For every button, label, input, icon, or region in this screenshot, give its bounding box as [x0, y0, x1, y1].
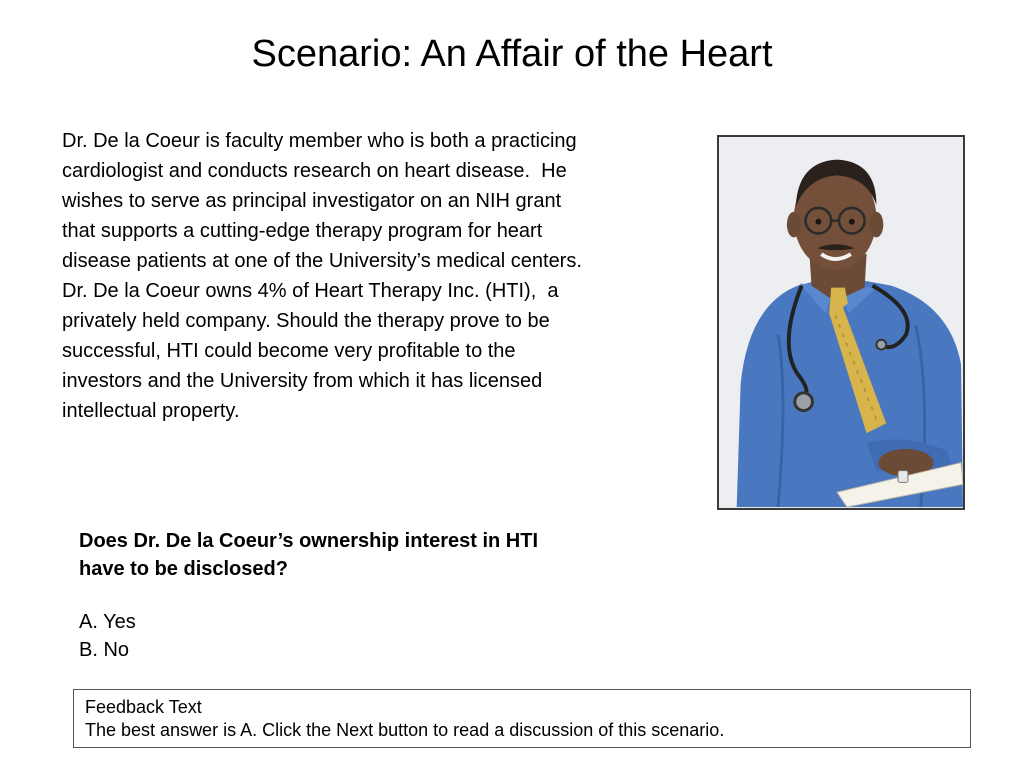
answer-options — [79, 608, 136, 664]
doctor-portrait-image — [717, 135, 965, 510]
scenario-line: intellectual property. — [62, 400, 240, 422]
scenario-line: that supports a cutting-edge therapy program for heart — [62, 220, 543, 242]
question-line: have to be disclosed? — [79, 558, 288, 580]
scenario-line: cardiologist and conducts research on heart disease. He — [62, 160, 567, 182]
scenario-line: Dr. De la Coeur owns 4% of Heart Therapy Inc. (HTI), a — [62, 280, 559, 302]
scenario-line: successful, HTI could become very profitable to the — [62, 340, 516, 362]
scenario-description — [62, 126, 662, 426]
question-line: Does Dr. De la Coeur’s ownership interest in HTI — [79, 530, 538, 552]
scenario-line: wishes to serve as principal investigator on an NIH grant — [62, 190, 562, 212]
scenario-line: privately held company. Should the therapy prove to be — [62, 310, 550, 332]
scenario-line: disease patients at one of the University’s medical centers. — [62, 250, 582, 272]
option-b-no[interactable]: B. No — [79, 639, 130, 661]
option-a-yes[interactable]: A. Yes — [79, 611, 136, 633]
feedback-body: The best answer is A. Click the Next button to read a discussion of this scenario. — [85, 720, 725, 740]
feedback-box — [73, 689, 971, 748]
question-prompt — [79, 527, 639, 583]
feedback-heading: Feedback Text — [85, 697, 202, 717]
scenario-line: investors and the University from which it has licensed — [62, 370, 543, 392]
slide-title: Scenario: An Affair of the Heart — [251, 33, 773, 75]
scenario-line: Dr. De la Coeur is faculty member who is both a practicing — [62, 130, 577, 152]
doctor-portrait-icon — [719, 137, 963, 508]
